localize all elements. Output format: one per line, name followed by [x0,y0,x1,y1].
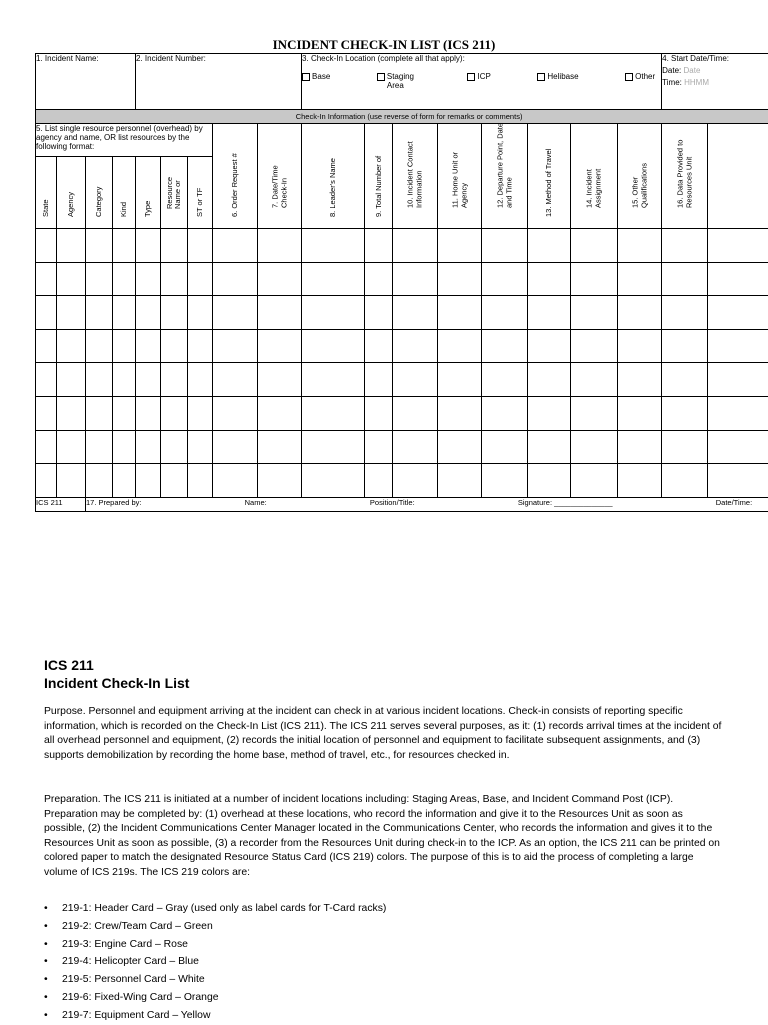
entry-cell[interactable] [188,430,213,464]
entry-cell[interactable] [113,229,136,263]
entry-cell[interactable] [86,430,113,464]
entry-cell[interactable] [528,262,571,296]
entry-cell[interactable] [302,396,365,430]
entry-cell[interactable] [136,262,161,296]
entry-cell[interactable] [528,396,571,430]
entry-cell[interactable] [161,464,188,498]
list-item: • 219-1: Header Card – Gray (used only as label cards for T-Card racks) [44,900,386,918]
entry-cell[interactable] [662,396,708,430]
check-in-form [35,53,768,512]
purpose-paragraph: Purpose. Personnel and equipment arriving at the incident can check in at various incident locations. Check-in consists of reporting specific information, which is recorded on the Check-In List (ICS 211). The ICS 211 serves several purposes, as it: (1) records arrival times at the incident of all overhead personnel and equipment, (2) records the initial location of personnel and equipment to facilitate subsequent assignments, and (3) supports demobilization by recording the home base, method of travel, etc., for resources checked in. [44,705,724,763]
entry-cell[interactable] [136,464,161,498]
entry-cell[interactable] [618,262,662,296]
entry-cell[interactable] [302,229,365,263]
entry-cell[interactable] [161,363,188,397]
list-item: • 219-5: Personnel Card – White [44,971,386,989]
entry-cell[interactable] [188,464,213,498]
entry-cell[interactable] [571,464,618,498]
entry-cell[interactable] [708,262,768,296]
entry-cell[interactable] [113,329,136,363]
entry-cell[interactable] [213,396,258,430]
entry-cell[interactable] [57,329,86,363]
prepared-by-label: 17. Prepared by: [86,498,141,507]
entry-cell[interactable] [365,396,393,430]
list-item: • 219-3: Engine Card – Rose [44,936,386,954]
entry-cell[interactable] [213,329,258,363]
entry-cell[interactable] [302,296,365,330]
entry-cell[interactable] [86,464,113,498]
entry-cell[interactable] [86,329,113,363]
entry-cell[interactable] [482,430,528,464]
entry-cell[interactable] [258,464,302,498]
entry-cell[interactable] [213,262,258,296]
entry-cell[interactable] [258,363,302,397]
incident-name-field[interactable] [36,54,136,110]
entry-cell[interactable] [618,329,662,363]
date-input[interactable]: Date [684,66,701,75]
col-data-provided: 16. Data Provided to Resources Unit [662,124,708,229]
entry-cell[interactable] [618,296,662,330]
location-staging-checkbox[interactable] [377,72,421,90]
form-title: INCIDENT CHECK-IN LIST (ICS 211) [0,37,768,53]
location-base-checkbox[interactable] [302,72,330,90]
entry-cell[interactable] [662,296,708,330]
check-in-info-bar: Check-In Information (use reverse of form for remarks or comments) [36,110,768,124]
signature-field[interactable]: Signature: ______________ [518,498,613,507]
incident-name-label: 1. Incident Name: [36,54,99,63]
entry-cell[interactable] [86,262,113,296]
entry-cell[interactable] [258,296,302,330]
start-datetime-label: 4. Start Date/Time: [662,54,768,63]
entry-cell[interactable] [528,430,571,464]
entry-cell[interactable] [36,329,57,363]
col-order-request: 6. Order Request # [213,124,258,229]
entry-cell[interactable] [136,430,161,464]
entry-cell[interactable] [528,363,571,397]
col-total-number: 9. Total Number of [365,124,393,229]
entry-cell[interactable] [213,229,258,263]
entry-cell[interactable] [302,430,365,464]
entry-cell[interactable] [36,296,57,330]
entry-cell[interactable] [708,229,768,263]
entry-cell[interactable] [213,363,258,397]
entry-cell[interactable] [662,464,708,498]
entry-cell[interactable] [708,296,768,330]
entry-cell[interactable] [86,296,113,330]
entry-cell[interactable] [188,329,213,363]
entry-cell[interactable] [482,329,528,363]
col-incident-assignment: 14. Incident Assignment [571,124,618,229]
checkbox-icon [377,73,385,81]
entry-cell[interactable] [393,363,438,397]
entry-cell[interactable] [136,296,161,330]
entry-cell[interactable] [258,262,302,296]
entry-cell[interactable] [302,464,365,498]
col-leaders-name: 8. Leader's Name [302,124,365,229]
entry-cell[interactable] [528,464,571,498]
entry-cell[interactable] [393,430,438,464]
list-item: • 219-6: Fixed-Wing Card – Orange [44,989,386,1007]
checkbox-icon [537,73,545,81]
list-item: • 219-2: Crew/Team Card – Green [44,918,386,936]
entry-cell[interactable] [57,363,86,397]
location-base-label: Base [312,72,330,81]
entry-cell[interactable] [571,229,618,263]
entry-cell[interactable] [571,430,618,464]
location-staging-label: Staging Area [387,72,421,90]
entry-cell[interactable] [708,363,768,397]
checkbox-icon [302,73,310,81]
list-resources-label: 5. List single resource personnel (overhead) by agency and name, OR list resources by the following format: [36,124,213,157]
entry-cell[interactable] [618,430,662,464]
subcol-category: Category [86,156,113,228]
entry-cell[interactable] [365,329,393,363]
entry-cell[interactable] [36,396,57,430]
entry-cell[interactable] [136,363,161,397]
entry-cell[interactable] [302,262,365,296]
entry-cell[interactable] [36,262,57,296]
entry-cell[interactable] [365,229,393,263]
entry-cell[interactable] [482,363,528,397]
entry-cell[interactable] [438,464,482,498]
check-in-location-label: 3. Check-In Location (complete all that apply): [302,54,661,63]
entry-cell[interactable] [302,329,365,363]
entry-cell[interactable] [662,329,708,363]
entry-cell[interactable] [393,262,438,296]
entry-cell[interactable] [482,229,528,263]
col-other-qualifications: 15. Other Qualifications [618,124,662,229]
entry-cell[interactable] [161,396,188,430]
table-row [36,329,768,363]
entry-cell[interactable] [438,430,482,464]
subcol-type: Type [136,156,161,228]
entry-cell[interactable] [113,430,136,464]
table-row [36,296,768,330]
list-item: • 219-4: Helicopter Card – Blue [44,953,386,971]
entry-cell[interactable] [161,296,188,330]
position-field[interactable]: Position/Title: [370,498,415,507]
entry-cell[interactable] [528,296,571,330]
list-item: • 219-7: Equipment Card – Yellow [44,1007,386,1025]
location-helibase-checkbox[interactable] [537,72,578,90]
entry-cell[interactable] [393,296,438,330]
entry-cell[interactable] [618,396,662,430]
entry-cell[interactable] [393,464,438,498]
prepared-by-row [86,497,768,511]
location-other-checkbox[interactable] [625,72,655,90]
entry-cell[interactable] [393,329,438,363]
entry-cell[interactable] [438,229,482,263]
subcol-agency: Agency [57,156,86,228]
entry-cell[interactable] [188,396,213,430]
col-method-of-travel: 13. Method of Travel [528,124,571,229]
incident-number-field[interactable] [136,54,302,110]
entry-cell[interactable] [188,229,213,263]
table-row [36,229,768,263]
table-row [36,262,768,296]
entry-cell[interactable] [213,296,258,330]
table-row [36,363,768,397]
entry-cell[interactable] [57,430,86,464]
entry-cell[interactable] [438,396,482,430]
entry-cell[interactable] [57,296,86,330]
entry-cell[interactable] [136,229,161,263]
entry-cell[interactable] [438,296,482,330]
col-incident-contact: 10. Incident Contact Information [393,124,438,229]
entry-cell[interactable] [618,464,662,498]
entry-cell[interactable] [36,363,57,397]
entry-cell[interactable] [662,430,708,464]
table-row [36,464,768,498]
entry-cell[interactable] [482,396,528,430]
time-label: Time: [662,78,682,87]
location-icp-label: ICP [477,72,490,81]
time-input[interactable]: HHMM [684,78,709,87]
entry-cell[interactable] [302,363,365,397]
entry-cell[interactable] [528,329,571,363]
entry-cell[interactable] [161,229,188,263]
date-label: Date: [662,66,681,75]
datetime-field[interactable]: Date/Time: [716,498,752,507]
entry-cell[interactable] [113,396,136,430]
entry-cell[interactable] [57,229,86,263]
start-datetime-field [662,54,768,110]
entry-cell[interactable] [365,363,393,397]
entry-cell[interactable] [113,464,136,498]
entry-cell[interactable] [438,363,482,397]
entry-cell[interactable] [258,430,302,464]
entry-cell[interactable] [36,430,57,464]
entry-cell[interactable] [662,262,708,296]
checkbox-icon [625,73,633,81]
entry-cell[interactable] [113,262,136,296]
location-helibase-label: Helibase [547,72,578,81]
location-icp-checkbox[interactable] [467,72,490,90]
entry-cell[interactable] [258,229,302,263]
entry-cell[interactable] [571,363,618,397]
entry-cell[interactable] [113,363,136,397]
entry-cell[interactable] [571,262,618,296]
table-row [36,430,768,464]
col-home-unit: 11. Home Unit or Agency [438,124,482,229]
entry-cell[interactable] [113,296,136,330]
subcol-state: State [36,156,57,228]
entry-cell[interactable] [571,396,618,430]
table-row [36,396,768,430]
entry-cell[interactable] [86,363,113,397]
entry-cell[interactable] [365,262,393,296]
incident-number-label: 2. Incident Number: [136,54,206,63]
entry-cell[interactable] [161,262,188,296]
entry-cell[interactable] [528,229,571,263]
subcol-resource-name: Resource Name or [161,156,188,228]
subcol-kind: Kind [113,156,136,228]
entry-cell[interactable] [86,396,113,430]
name-field[interactable]: Name: [245,498,267,507]
form-id: ICS 211 [36,497,86,511]
entry-cell[interactable] [482,296,528,330]
preparation-paragraph: Preparation. The ICS 211 is initiated at a number of incident locations including: Staging Areas, Base, and Incident Command Post (ICP). Preparation may be completed by: (1) overhead at these locations, who record the information and give it to the Resources Unit as soon as possible, (2) the Incident Communications Center Manager located in the Communications Center, who records the information and gives it to the Resources Unit as soon as possible, (3) a recorder from the Resources Unit during check-in to the ICP. As an option, the ICS 211 can be printed on colored paper to match the designated Resource Status Card (ICS 219) colors. The purpose of this is to aid the process of completing a large volume of ICS 219s. The ICS 219 colors are: [44,793,724,881]
entry-cell[interactable] [482,262,528,296]
checkbox-icon [467,73,475,81]
entry-cell[interactable] [708,396,768,430]
subcol-st-tf: ST or TF [188,156,213,228]
entry-cell[interactable] [393,396,438,430]
entry-cell[interactable] [188,296,213,330]
entry-cell[interactable] [571,296,618,330]
location-other-label: Other [635,72,655,81]
entry-cell[interactable] [365,296,393,330]
entry-cell[interactable] [258,396,302,430]
entry-cell[interactable] [618,229,662,263]
entry-cell[interactable] [57,396,86,430]
entry-cell[interactable] [57,464,86,498]
entry-cell[interactable] [188,363,213,397]
entry-cell[interactable] [213,430,258,464]
entry-cell[interactable] [438,262,482,296]
entry-cell[interactable] [36,229,57,263]
entry-cell[interactable] [365,464,393,498]
entry-cell[interactable] [438,329,482,363]
entry-cell[interactable] [258,329,302,363]
col-date-time-checkin: 7. Date/Time Check-In [258,124,302,229]
entry-cell[interactable] [393,229,438,263]
entry-cell[interactable] [662,229,708,263]
entry-cell[interactable] [365,430,393,464]
entry-cell[interactable] [161,430,188,464]
entry-cell[interactable] [708,464,768,498]
entry-cell[interactable] [36,464,57,498]
entry-cell[interactable] [618,363,662,397]
entry-cell[interactable] [482,464,528,498]
check-in-location-field [302,54,662,110]
entry-cell[interactable] [708,430,768,464]
col-departure-point: 12. Departure Point, Date and Time [482,124,528,229]
entry-cell[interactable] [161,329,188,363]
entry-cell[interactable] [662,363,708,397]
color-list [44,900,386,1025]
entry-cell[interactable] [571,329,618,363]
entry-cell[interactable] [188,262,213,296]
entry-cell[interactable] [136,396,161,430]
entry-cell[interactable] [213,464,258,498]
entry-cell[interactable] [86,229,113,263]
entry-cell[interactable] [57,262,86,296]
entry-cell[interactable] [136,329,161,363]
entry-cell[interactable] [708,329,768,363]
doc-heading: ICS 211 Incident Check-In List [44,656,189,692]
